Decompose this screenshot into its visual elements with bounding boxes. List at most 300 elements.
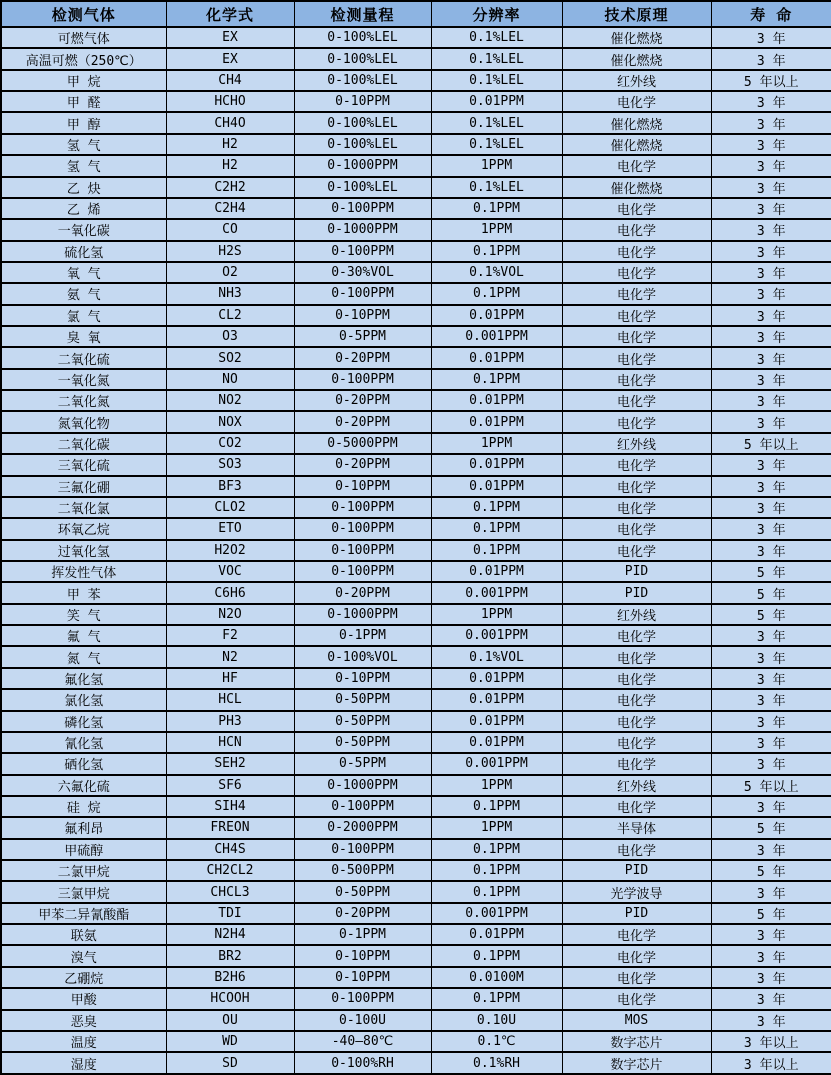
table-row — [1, 775, 831, 796]
cell-range: 0-1000PPM — [294, 219, 431, 240]
cell-range: 0-10PPM — [294, 668, 431, 689]
cell-gas-name: 乙 炔 — [1, 177, 166, 198]
cell-principle: 电化学 — [562, 326, 711, 347]
cell-lifespan: 5 年 — [711, 582, 831, 603]
cell-lifespan: 3 年 — [711, 134, 831, 155]
table-row — [1, 967, 831, 988]
column-header-principle: 技术原理 — [562, 1, 711, 27]
cell-resolution: 0.01PPM — [431, 924, 562, 945]
table-row — [1, 561, 831, 582]
cell-range: 0-10PPM — [294, 305, 431, 326]
table-row — [1, 177, 831, 198]
cell-lifespan: 5 年 — [711, 860, 831, 881]
cell-range: 0-100%LEL — [294, 48, 431, 69]
cell-range: 0-100%RH — [294, 1052, 431, 1074]
cell-gas-name: 氮 气 — [1, 646, 166, 667]
cell-gas-name: 氢 气 — [1, 134, 166, 155]
cell-principle: 电化学 — [562, 91, 711, 112]
table-row — [1, 241, 831, 262]
cell-gas-name: 臭 氧 — [1, 326, 166, 347]
cell-resolution: 0.1%LEL — [431, 70, 562, 91]
cell-range: 0-100PPM — [294, 796, 431, 817]
cell-lifespan: 3 年 — [711, 881, 831, 902]
cell-formula: SF6 — [166, 775, 294, 796]
cell-range: 0-5000PPM — [294, 433, 431, 454]
table-row — [1, 1010, 831, 1031]
cell-range: 0-5PPM — [294, 326, 431, 347]
cell-lifespan: 3 年 — [711, 27, 831, 48]
table-row — [1, 540, 831, 561]
column-header-formula: 化学式 — [166, 1, 294, 27]
cell-formula: TDI — [166, 903, 294, 924]
cell-principle: 电化学 — [562, 347, 711, 368]
table-row — [1, 903, 831, 924]
cell-principle: 电化学 — [562, 753, 711, 774]
cell-lifespan: 3 年 — [711, 540, 831, 561]
table-row — [1, 326, 831, 347]
cell-resolution: 1PPM — [431, 775, 562, 796]
cell-gas-name: 氧 气 — [1, 262, 166, 283]
cell-principle: 催化燃烧 — [562, 27, 711, 48]
cell-resolution: 0.001PPM — [431, 582, 562, 603]
cell-formula: CHCL3 — [166, 881, 294, 902]
cell-range: 0-20PPM — [294, 903, 431, 924]
cell-principle: 红外线 — [562, 775, 711, 796]
cell-formula: PH3 — [166, 711, 294, 732]
cell-principle: 电化学 — [562, 497, 711, 518]
cell-lifespan: 3 年 — [711, 454, 831, 475]
cell-resolution: 0.01PPM — [431, 390, 562, 411]
cell-principle: 电化学 — [562, 476, 711, 497]
cell-gas-name: 六氟化硫 — [1, 775, 166, 796]
header-row — [1, 1, 831, 27]
cell-formula: SIH4 — [166, 796, 294, 817]
cell-gas-name: 二氧化氮 — [1, 390, 166, 411]
cell-formula: CO2 — [166, 433, 294, 454]
cell-range: 0-100PPM — [294, 540, 431, 561]
cell-principle: 电化学 — [562, 540, 711, 561]
cell-gas-name: 氮氧化物 — [1, 411, 166, 432]
cell-lifespan: 5 年以上 — [711, 70, 831, 91]
cell-lifespan: 3 年 — [711, 689, 831, 710]
cell-range: 0-100%VOL — [294, 646, 431, 667]
cell-range: 0-50PPM — [294, 881, 431, 902]
table-row — [1, 668, 831, 689]
cell-principle: 电化学 — [562, 262, 711, 283]
cell-principle: 催化燃烧 — [562, 112, 711, 133]
cell-lifespan: 5 年以上 — [711, 775, 831, 796]
cell-range: 0-1000PPM — [294, 604, 431, 625]
cell-range: 0-10PPM — [294, 91, 431, 112]
cell-gas-name: 氟化氢 — [1, 668, 166, 689]
table-row — [1, 262, 831, 283]
table-row — [1, 625, 831, 646]
cell-principle: 电化学 — [562, 390, 711, 411]
table-row — [1, 753, 831, 774]
table-row — [1, 134, 831, 155]
cell-range: 0-10PPM — [294, 945, 431, 966]
table-row — [1, 283, 831, 304]
cell-lifespan: 3 年 — [711, 390, 831, 411]
table-row — [1, 945, 831, 966]
cell-gas-name: 氢 气 — [1, 155, 166, 176]
table-row — [1, 604, 831, 625]
cell-gas-name: 硒化氢 — [1, 753, 166, 774]
cell-formula: H2 — [166, 155, 294, 176]
gas-table-header — [1, 1, 831, 27]
cell-range: 0-20PPM — [294, 582, 431, 603]
cell-resolution: 0.1PPM — [431, 945, 562, 966]
cell-lifespan: 3 年 — [711, 262, 831, 283]
cell-range: 0-1000PPM — [294, 155, 431, 176]
cell-lifespan: 3 年 — [711, 241, 831, 262]
cell-gas-name: 二氧化硫 — [1, 347, 166, 368]
cell-resolution: 0.1%LEL — [431, 48, 562, 69]
cell-lifespan: 3 年以上 — [711, 1031, 831, 1052]
cell-gas-name: 氨 气 — [1, 283, 166, 304]
cell-range: 0-100PPM — [294, 241, 431, 262]
cell-range: 0-20PPM — [294, 390, 431, 411]
cell-resolution: 1PPM — [431, 433, 562, 454]
cell-lifespan: 3 年 — [711, 326, 831, 347]
cell-resolution: 0.01PPM — [431, 305, 562, 326]
cell-principle: 半导体 — [562, 817, 711, 838]
cell-resolution: 0.001PPM — [431, 326, 562, 347]
table-row — [1, 881, 831, 902]
table-row — [1, 646, 831, 667]
cell-formula: N2O — [166, 604, 294, 625]
cell-gas-name: 过氧化氢 — [1, 540, 166, 561]
cell-formula: H2 — [166, 134, 294, 155]
cell-range: 0-100PPM — [294, 561, 431, 582]
cell-gas-name: 甲苯二异氰酸酯 — [1, 903, 166, 924]
cell-gas-name: 一氧化碳 — [1, 219, 166, 240]
cell-gas-name: 一氧化氮 — [1, 369, 166, 390]
cell-gas-name: 湿度 — [1, 1052, 166, 1074]
table-row — [1, 198, 831, 219]
cell-resolution: 0.1PPM — [431, 241, 562, 262]
table-row — [1, 839, 831, 860]
cell-principle: 数字芯片 — [562, 1031, 711, 1052]
cell-principle: 电化学 — [562, 283, 711, 304]
cell-resolution: 0.01PPM — [431, 732, 562, 753]
cell-formula: SO3 — [166, 454, 294, 475]
cell-lifespan: 3 年 — [711, 112, 831, 133]
cell-range: 0-1PPM — [294, 625, 431, 646]
cell-resolution: 0.1PPM — [431, 198, 562, 219]
cell-principle: 电化学 — [562, 411, 711, 432]
table-row — [1, 924, 831, 945]
table-row — [1, 476, 831, 497]
cell-formula: ETO — [166, 518, 294, 539]
cell-resolution: 0.1PPM — [431, 988, 562, 1009]
cell-lifespan: 3 年 — [711, 177, 831, 198]
cell-resolution: 0.01PPM — [431, 668, 562, 689]
cell-gas-name: 二氧化碳 — [1, 433, 166, 454]
cell-resolution: 1PPM — [431, 817, 562, 838]
cell-formula: H2O2 — [166, 540, 294, 561]
cell-lifespan: 3 年 — [711, 48, 831, 69]
cell-range: 0-100PPM — [294, 497, 431, 518]
cell-range: 0-100PPM — [294, 198, 431, 219]
cell-principle: 红外线 — [562, 604, 711, 625]
cell-lifespan: 3 年 — [711, 625, 831, 646]
cell-range: 0-10PPM — [294, 967, 431, 988]
cell-formula: BF3 — [166, 476, 294, 497]
cell-resolution: 0.01PPM — [431, 561, 562, 582]
cell-range: 0-100U — [294, 1010, 431, 1031]
cell-principle: 红外线 — [562, 433, 711, 454]
cell-lifespan: 3 年 — [711, 155, 831, 176]
cell-resolution: 1PPM — [431, 155, 562, 176]
cell-gas-name: 氯 气 — [1, 305, 166, 326]
table-row — [1, 411, 831, 432]
cell-principle: 电化学 — [562, 967, 711, 988]
cell-resolution: 0.1%RH — [431, 1052, 562, 1074]
cell-formula: C2H4 — [166, 198, 294, 219]
cell-lifespan: 3 年 — [711, 967, 831, 988]
cell-formula: NO — [166, 369, 294, 390]
cell-lifespan: 5 年 — [711, 903, 831, 924]
cell-formula: SO2 — [166, 347, 294, 368]
cell-principle: 电化学 — [562, 689, 711, 710]
cell-resolution: 0.1PPM — [431, 839, 562, 860]
cell-resolution: 0.1PPM — [431, 369, 562, 390]
cell-formula: CH4O — [166, 112, 294, 133]
cell-formula: SD — [166, 1052, 294, 1074]
cell-gas-name: 温度 — [1, 1031, 166, 1052]
table-row — [1, 518, 831, 539]
cell-range: 0-100PPM — [294, 518, 431, 539]
table-row — [1, 390, 831, 411]
cell-formula: CH4 — [166, 70, 294, 91]
cell-principle: 电化学 — [562, 625, 711, 646]
cell-gas-name: 氯化氢 — [1, 689, 166, 710]
cell-lifespan: 3 年 — [711, 988, 831, 1009]
cell-lifespan: 5 年 — [711, 817, 831, 838]
cell-principle: 电化学 — [562, 219, 711, 240]
cell-principle: 催化燃烧 — [562, 134, 711, 155]
cell-principle: 电化学 — [562, 198, 711, 219]
cell-formula: EX — [166, 48, 294, 69]
cell-range: 0-1000PPM — [294, 775, 431, 796]
cell-formula: H2S — [166, 241, 294, 262]
cell-lifespan: 3 年 — [711, 1010, 831, 1031]
cell-formula: C2H2 — [166, 177, 294, 198]
table-row — [1, 369, 831, 390]
cell-principle: PID — [562, 903, 711, 924]
cell-resolution: 0.1PPM — [431, 860, 562, 881]
cell-gas-name: 高温可燃（250℃） — [1, 48, 166, 69]
table-row — [1, 91, 831, 112]
cell-resolution: 0.1℃ — [431, 1031, 562, 1052]
table-row — [1, 732, 831, 753]
cell-resolution: 1PPM — [431, 219, 562, 240]
cell-formula: CLO2 — [166, 497, 294, 518]
cell-formula: BR2 — [166, 945, 294, 966]
cell-lifespan: 3 年 — [711, 711, 831, 732]
cell-formula: FREON — [166, 817, 294, 838]
cell-range: 0-20PPM — [294, 454, 431, 475]
cell-lifespan: 3 年 — [711, 646, 831, 667]
table-row — [1, 817, 831, 838]
cell-gas-name: 氰化氢 — [1, 732, 166, 753]
cell-resolution: 0.01PPM — [431, 347, 562, 368]
cell-formula: N2H4 — [166, 924, 294, 945]
cell-range: 0-100%LEL — [294, 112, 431, 133]
cell-formula: HF — [166, 668, 294, 689]
cell-gas-name: 恶臭 — [1, 1010, 166, 1031]
table-row — [1, 711, 831, 732]
cell-formula: VOC — [166, 561, 294, 582]
cell-principle: 催化燃烧 — [562, 48, 711, 69]
cell-lifespan: 3 年 — [711, 411, 831, 432]
cell-resolution: 0.01PPM — [431, 711, 562, 732]
cell-formula: HCN — [166, 732, 294, 753]
cell-resolution: 0.1PPM — [431, 283, 562, 304]
cell-gas-name: 氟 气 — [1, 625, 166, 646]
table-row — [1, 347, 831, 368]
cell-formula: O2 — [166, 262, 294, 283]
cell-lifespan: 3 年 — [711, 219, 831, 240]
cell-lifespan: 3 年 — [711, 518, 831, 539]
cell-gas-name: 甲 醇 — [1, 112, 166, 133]
cell-lifespan: 3 年 — [711, 476, 831, 497]
table-row — [1, 27, 831, 48]
cell-resolution: 0.001PPM — [431, 903, 562, 924]
cell-lifespan: 3 年 — [711, 497, 831, 518]
cell-range: 0-100%LEL — [294, 70, 431, 91]
cell-range: 0-100PPM — [294, 839, 431, 860]
table-row — [1, 1031, 831, 1052]
table-row — [1, 1052, 831, 1074]
cell-resolution: 0.1%LEL — [431, 134, 562, 155]
cell-lifespan: 5 年 — [711, 604, 831, 625]
cell-resolution: 0.10U — [431, 1010, 562, 1031]
table-row — [1, 454, 831, 475]
cell-resolution: 0.1%VOL — [431, 262, 562, 283]
cell-resolution: 0.001PPM — [431, 753, 562, 774]
cell-gas-name: 磷化氢 — [1, 711, 166, 732]
cell-gas-name: 甲 醛 — [1, 91, 166, 112]
cell-resolution: 0.1%LEL — [431, 112, 562, 133]
cell-principle: 催化燃烧 — [562, 177, 711, 198]
cell-principle: 电化学 — [562, 945, 711, 966]
cell-range: 0-50PPM — [294, 711, 431, 732]
cell-gas-name: 硅 烷 — [1, 796, 166, 817]
cell-range: 0-20PPM — [294, 347, 431, 368]
cell-gas-name: 三氧化硫 — [1, 454, 166, 475]
cell-range: 0-50PPM — [294, 689, 431, 710]
cell-formula: CH2CL2 — [166, 860, 294, 881]
cell-formula: O3 — [166, 326, 294, 347]
cell-gas-name: 挥发性气体 — [1, 561, 166, 582]
cell-gas-name: 甲 烷 — [1, 70, 166, 91]
gas-table-body — [1, 27, 831, 1074]
cell-lifespan: 3 年 — [711, 347, 831, 368]
cell-resolution: 0.1PPM — [431, 881, 562, 902]
cell-lifespan: 3 年 — [711, 91, 831, 112]
cell-resolution: 0.1PPM — [431, 497, 562, 518]
cell-range: 0-100%LEL — [294, 27, 431, 48]
cell-formula: CO — [166, 219, 294, 240]
cell-lifespan: 3 年 — [711, 369, 831, 390]
column-header-lifespan: 寿 命 — [711, 1, 831, 27]
cell-gas-name: 笑 气 — [1, 604, 166, 625]
cell-principle: 电化学 — [562, 711, 711, 732]
cell-resolution: 0.01PPM — [431, 689, 562, 710]
cell-lifespan: 3 年 — [711, 283, 831, 304]
cell-principle: 电化学 — [562, 155, 711, 176]
column-header-resolution: 分辨率 — [431, 1, 562, 27]
cell-gas-name: 联氨 — [1, 924, 166, 945]
cell-gas-name: 氟利昂 — [1, 817, 166, 838]
cell-gas-name: 二氧化氯 — [1, 497, 166, 518]
cell-principle: 电化学 — [562, 369, 711, 390]
cell-formula: HCHO — [166, 91, 294, 112]
cell-principle: PID — [562, 561, 711, 582]
cell-formula: F2 — [166, 625, 294, 646]
cell-formula: NO2 — [166, 390, 294, 411]
table-row — [1, 112, 831, 133]
cell-formula: CH4S — [166, 839, 294, 860]
table-row — [1, 582, 831, 603]
cell-range: 0-50PPM — [294, 732, 431, 753]
cell-gas-name: 三氯甲烷 — [1, 881, 166, 902]
cell-lifespan: 3 年 — [711, 305, 831, 326]
cell-formula: HCL — [166, 689, 294, 710]
table-row — [1, 305, 831, 326]
cell-resolution: 0.0100M — [431, 967, 562, 988]
cell-gas-name: 二氯甲烷 — [1, 860, 166, 881]
cell-principle: 电化学 — [562, 646, 711, 667]
cell-gas-name: 甲 苯 — [1, 582, 166, 603]
cell-range: 0-2000PPM — [294, 817, 431, 838]
cell-resolution: 0.1%LEL — [431, 27, 562, 48]
cell-gas-name: 乙 烯 — [1, 198, 166, 219]
table-row — [1, 70, 831, 91]
table-row — [1, 219, 831, 240]
cell-principle: 电化学 — [562, 796, 711, 817]
cell-principle: 电化学 — [562, 732, 711, 753]
cell-principle: 电化学 — [562, 454, 711, 475]
table-row — [1, 433, 831, 454]
cell-lifespan: 3 年 — [711, 796, 831, 817]
table-row — [1, 796, 831, 817]
cell-range: 0-100PPM — [294, 369, 431, 390]
cell-principle: 光学波导 — [562, 881, 711, 902]
cell-principle: 数字芯片 — [562, 1052, 711, 1074]
cell-range: 0-20PPM — [294, 411, 431, 432]
cell-lifespan: 5 年以上 — [711, 433, 831, 454]
cell-formula: C6H6 — [166, 582, 294, 603]
cell-range: 0-30%VOL — [294, 262, 431, 283]
table-row — [1, 48, 831, 69]
cell-lifespan: 3 年 — [711, 945, 831, 966]
cell-range: 0-5PPM — [294, 753, 431, 774]
table-row — [1, 860, 831, 881]
cell-principle: MOS — [562, 1010, 711, 1031]
cell-gas-name: 溴气 — [1, 945, 166, 966]
cell-formula: EX — [166, 27, 294, 48]
cell-gas-name: 三氟化硼 — [1, 476, 166, 497]
cell-formula: CL2 — [166, 305, 294, 326]
cell-lifespan: 3 年 — [711, 198, 831, 219]
cell-range: 0-100%LEL — [294, 134, 431, 155]
cell-resolution: 0.1%LEL — [431, 177, 562, 198]
cell-principle: 电化学 — [562, 668, 711, 689]
cell-resolution: 0.01PPM — [431, 91, 562, 112]
